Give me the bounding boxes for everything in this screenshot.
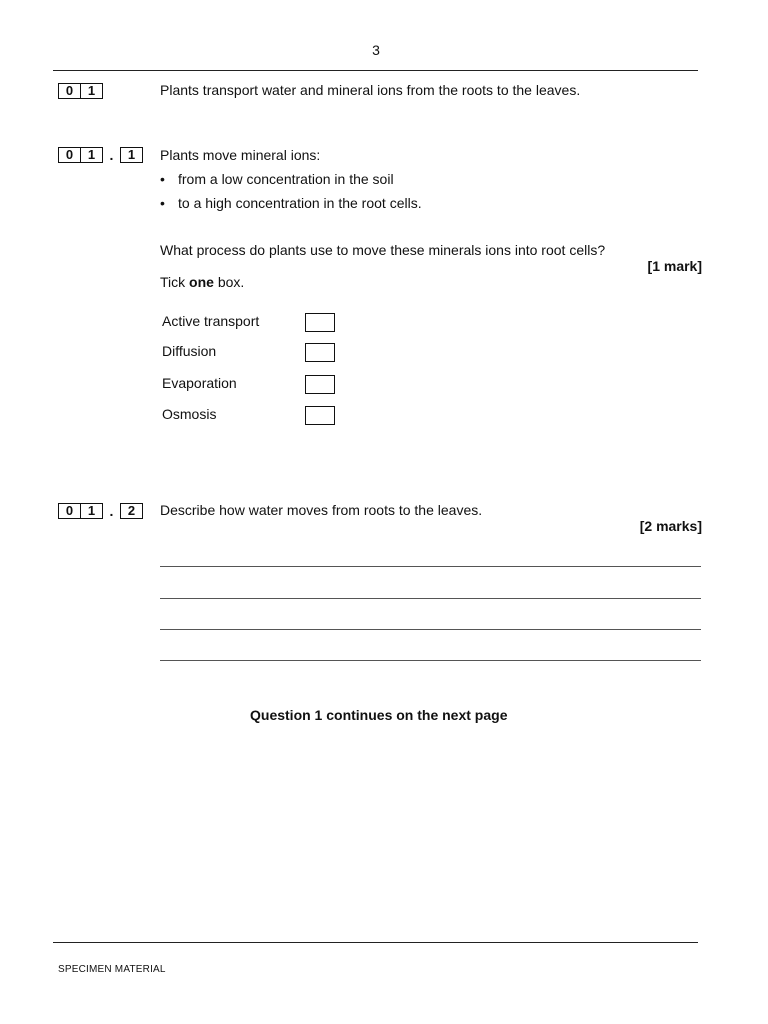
option-row-active-transport xyxy=(162,313,342,333)
question-digit-box: 1 xyxy=(81,503,103,519)
top-divider xyxy=(53,70,698,71)
question-digit-box: 0 xyxy=(58,503,81,519)
question-digit-box: 0 xyxy=(58,147,81,163)
answer-line[interactable] xyxy=(160,566,701,567)
answer-line[interactable] xyxy=(160,598,701,599)
question-sub-digit-box: 1 xyxy=(120,147,143,163)
marks-label: [2 marks] xyxy=(639,518,702,534)
question-digit-box: 1 xyxy=(81,83,103,99)
tick-box[interactable] xyxy=(305,343,335,362)
bullet-icon: • xyxy=(160,195,165,211)
tick-instruction xyxy=(160,274,244,290)
bullet-text: to a high concentration in the root cells. xyxy=(178,195,422,211)
question-dot: . xyxy=(109,503,114,519)
question-sub-digit-box: 2 xyxy=(120,503,143,519)
question-01-1-intro: Plants move mineral ions: xyxy=(160,147,321,163)
page-number: 3 xyxy=(372,42,380,58)
answer-line[interactable] xyxy=(160,660,701,661)
tick-box[interactable] xyxy=(305,375,335,394)
question-01-2-text: Describe how water moves from roots to the leaves. xyxy=(160,502,483,518)
option-label: Evaporation xyxy=(162,375,237,391)
marks-label: [1 mark] xyxy=(647,258,702,274)
question-digit-box: 1 xyxy=(81,147,103,163)
bottom-divider xyxy=(53,942,698,943)
question-number-01-2 xyxy=(58,503,143,519)
question-dot: . xyxy=(109,147,114,163)
list-item xyxy=(160,195,422,219)
bullet-icon: • xyxy=(160,171,165,187)
continues-note: Question 1 continues on the next page xyxy=(250,707,508,723)
tick-instruction-post: box. xyxy=(213,274,245,290)
option-label: Diffusion xyxy=(162,343,217,359)
bullet-list xyxy=(160,171,422,219)
tick-instruction-pre: Tick xyxy=(160,274,190,290)
question-digit-box: 0 xyxy=(58,83,81,99)
question-01-intro: Plants transport water and mineral ions from the roots to the leaves. xyxy=(160,82,581,98)
option-label: Active transport xyxy=(162,313,260,329)
option-row-evaporation xyxy=(162,375,342,395)
tick-box[interactable] xyxy=(305,313,335,332)
footer-label: SPECIMEN MATERIAL xyxy=(58,964,166,975)
option-row-osmosis xyxy=(162,406,342,426)
list-item xyxy=(160,171,422,195)
question-number-01 xyxy=(58,83,103,99)
question-number-01-1 xyxy=(58,147,143,163)
bullet-text: from a low concentration in the soil xyxy=(178,171,394,187)
tick-box[interactable] xyxy=(305,406,335,425)
option-row-diffusion xyxy=(162,343,342,363)
answer-line[interactable] xyxy=(160,629,701,630)
option-label: Osmosis xyxy=(162,406,217,422)
tick-instruction-emphasis: one xyxy=(189,274,214,290)
question-01-1-text: What process do plants use to move these minerals ions into root cells? xyxy=(160,242,606,258)
